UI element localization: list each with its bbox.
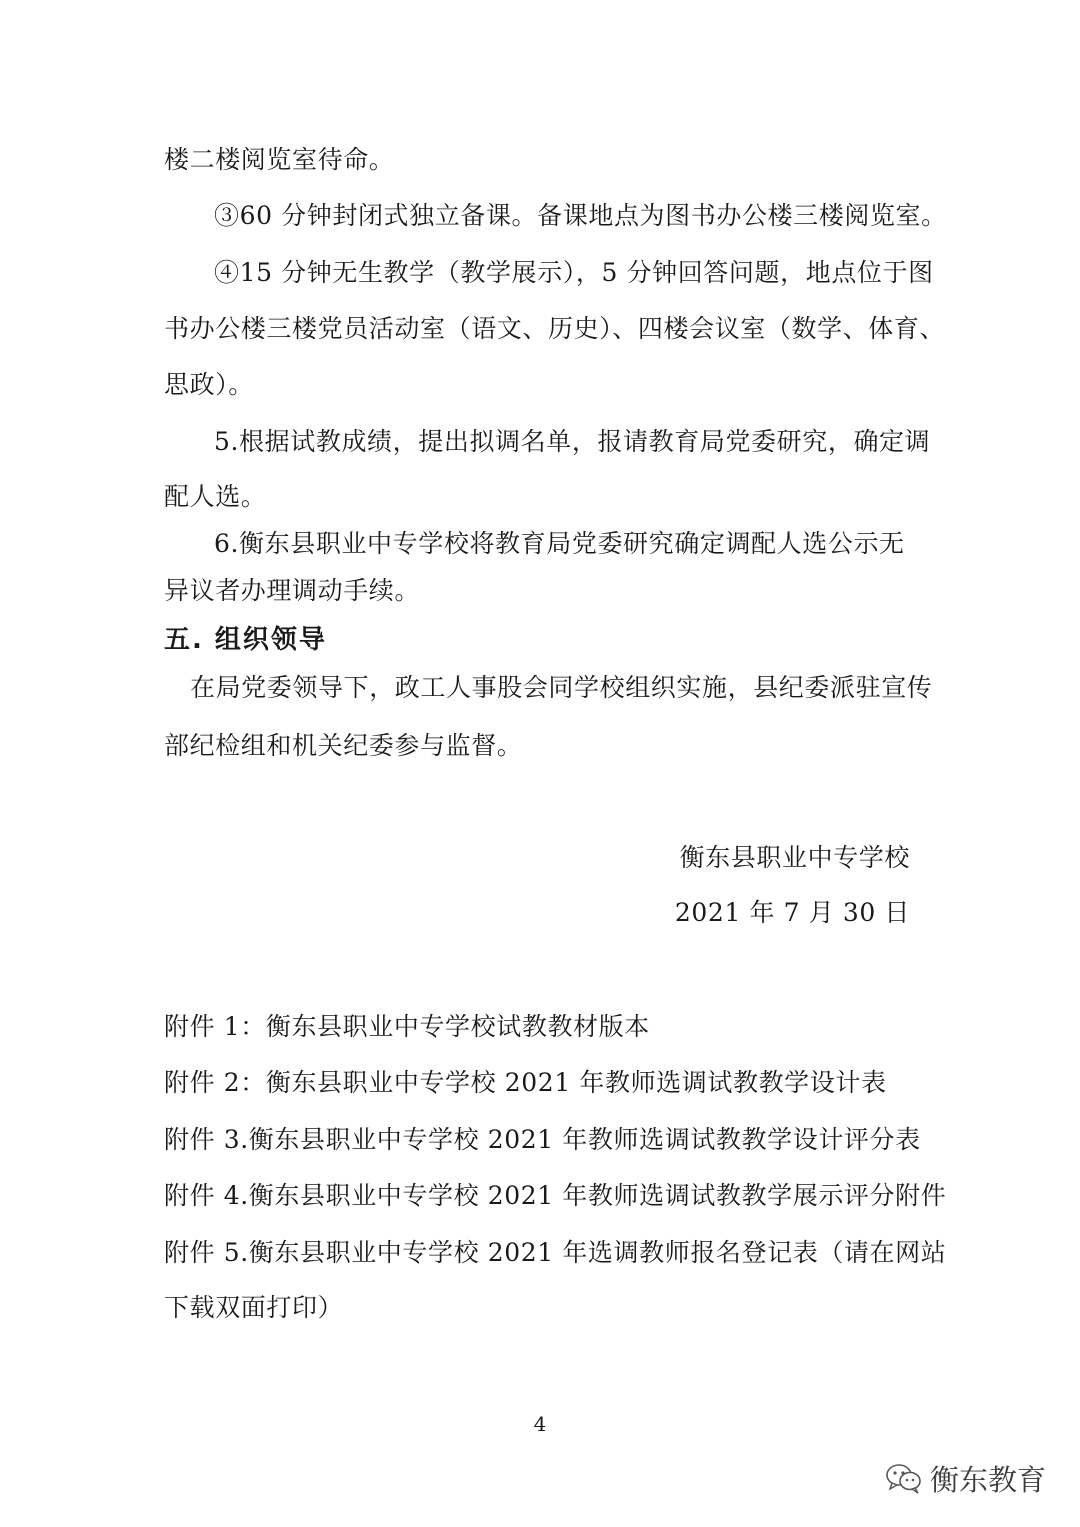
body-line: 书办公楼三楼党员活动室（语文、历史）、四楼会议室（数学、体育、 [164,314,946,343]
wechat-watermark [884,1458,1046,1498]
section-line: 在局党委领导下，政工人事股会同学校组织实施，县纪委派驻宣传 [190,673,933,702]
attachment-line: 附件 3.衡东县职业中专学校 2021 年教师选调试教教学设计评分表 [164,1125,921,1154]
wechat-icon [884,1461,924,1495]
attachment-line: 附件 1：衡东县职业中专学校试教教材版本 [164,1012,650,1041]
watermark-text: 衡东教育 [929,1462,1046,1497]
body-line: 6.衡东县职业中专学校将教育局党委研究确定调配人选公示无 [214,529,905,558]
page-number: 4 [533,1412,547,1436]
attachment-line: 下载双面打印） [164,1293,344,1322]
signature-date: 2021 年 7 月 30 日 [674,898,910,927]
body-line: ④15 分钟无生教学（教学展示），5 分钟回答问题，地点位于图 [214,258,934,287]
attachment-line: 附件 2：衡东县职业中专学校 2021 年教师选调试教教学设计表 [164,1068,887,1097]
section-line: 部纪检组和机关纪委参与监督。 [164,731,523,760]
signature-org: 衡东县职业中专学校 [679,843,910,872]
body-line: 楼二楼阅览室待命。 [164,145,395,174]
attachment-line: 附件 5.衡东县职业中专学校 2021 年选调教师报名登记表（请在网站 [164,1238,947,1267]
body-line: ③60 分钟封闭式独立备课。备课地点为图书办公楼三楼阅览室。 [214,201,947,230]
body-line: 思政）。 [164,370,254,399]
body-line: 配人选。 [164,482,267,511]
body-line: 异议者办理调动手续。 [164,576,421,605]
body-line: 5.根据试教成绩，提出拟调名单，报请教育局党委研究，确定调 [214,427,931,456]
attachment-line: 附件 4.衡东县职业中专学校 2021 年教师选调试教教学展示评分附件 [164,1181,947,1210]
section-heading: 五. 组织领导 [164,625,327,655]
